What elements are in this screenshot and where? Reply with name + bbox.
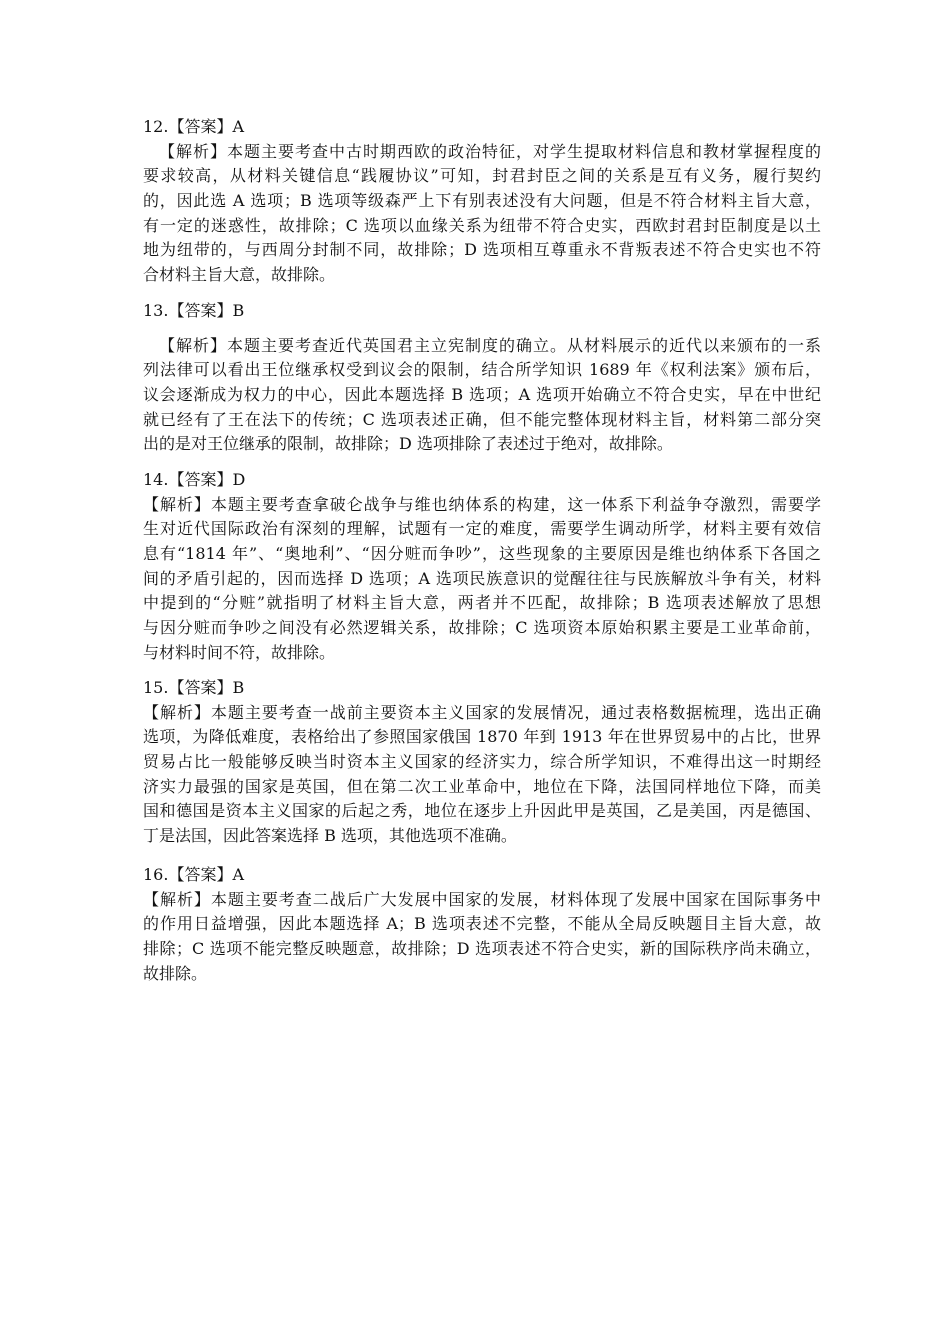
answer-heading: 13.【答案】B bbox=[143, 301, 245, 320]
analysis-line: 【解析】本题主要考查拿破仑战争与维也纳体系的构建，这一体系下利益争夺激烈，需要学 bbox=[143, 494, 821, 514]
answer-14 bbox=[143, 468, 821, 666]
analysis-line: 列法律可以看出王位继承权受到议会的限制，结合所学知识 1689 年《权利法案》颁布后， bbox=[143, 360, 821, 380]
analysis-line: 【解析】本题主要考查中古时期西欧的政治特征，对学生提取材料信息和教材掌握程度的 bbox=[159, 141, 821, 161]
analysis-line: 丁是法国，因此答案选择 B 选项，其他选项不准确。 bbox=[143, 826, 517, 846]
analysis-line: 国和德国是资本主义国家的后起之秀，地位在逐步上升因此甲是英国，乙是美国，丙是德国、 bbox=[143, 801, 821, 821]
analysis-line: 地为纽带的，与西周分封制不同，故排除；D 选项相互尊重永不背叛表述不符合史实也不符 bbox=[143, 240, 821, 260]
analysis-line: 生对近代国际政治有深刻的理解，试题有一定的难度，需要学生调动所学，材料主要有效信 bbox=[143, 519, 821, 539]
analysis-line: 与材料时间不符，故排除。 bbox=[143, 642, 336, 662]
analysis-line: 要求较高，从材料关键信息“践履协议”可知，封君封臣之间的关系是互有义务，履行契约 bbox=[143, 166, 821, 186]
analysis-line: 出的是对王位继承的限制，故排除；D 选项排除了表述过于绝对，故排除。 bbox=[143, 434, 673, 454]
analysis-line: 【解析】本题主要考查一战前主要资本主义国家的发展情况，通过表格数据梳理，选出正确 bbox=[143, 702, 821, 722]
answer-12 bbox=[143, 115, 821, 288]
analysis-line: 【解析】本题主要考查近代英国君主立宪制度的确立。从材料展示的近代以来颁布的一系 bbox=[159, 335, 821, 355]
analysis-line: 【解析】本题主要考查二战后广大发展中国家的发展，材料体现了发展中国家在国际事务中 bbox=[143, 889, 821, 909]
analysis-line: 故排除。 bbox=[143, 963, 208, 983]
answer-heading: 16.【答案】A bbox=[143, 865, 245, 884]
answer-16 bbox=[143, 863, 821, 986]
answer-heading: 15.【答案】B bbox=[143, 678, 245, 697]
analysis-line: 的作用日益增强，因此本题选择 A；B 选项表述不完整，不能从全局反映题目主旨大意，故 bbox=[143, 914, 821, 934]
analysis-line: 间的矛盾引起的，因而选择 D 选项；A 选项民族意识的觉醒往往与民族解放斗争有关，材料 bbox=[143, 568, 821, 588]
analysis-line: 济实力最强的国家是英国，但在第二次工业革命中，地位在下降，法国同样地位下降，而美 bbox=[143, 776, 821, 796]
analysis-line: 有一定的迷惑性，故排除；C 选项以血缘关系为纽带不符合史实，西欧封君封臣制度是以土 bbox=[143, 215, 821, 235]
analysis-line: 的，因此选 A 选项；B 选项等级森严上下有别表述没有大问题，但是不符合材料主旨大意， bbox=[143, 191, 821, 211]
analysis-line: 议会逐渐成为权力的中心，因此本题选择 B 选项；A 选项开始确立不符合史实，早在中世纪 bbox=[143, 385, 821, 405]
analysis-line: 选项，为降低难度，表格给出了参照国家俄国 1870 年到 1913 年在世界贸易中的占比，世界 bbox=[143, 727, 821, 747]
answer-heading: 14.【答案】D bbox=[143, 470, 246, 489]
analysis-line: 中提到的“分赃”就指明了材料主旨大意，两者并不匹配，故排除；B 选项表述解放了思想 bbox=[143, 593, 821, 613]
answer-15 bbox=[143, 676, 821, 849]
answer-13 bbox=[143, 299, 821, 457]
analysis-line: 排除；C 选项不能完整反映题意，故排除；D 选项表述不符合史实，新的国际秩序尚未确立， bbox=[143, 939, 821, 959]
analysis-line: 合材料主旨大意，故排除。 bbox=[143, 265, 336, 285]
analysis-line: 贸易占比一般能够反映当时资本主义国家的经济实力，综合所学知识，不难得出这一时期经 bbox=[143, 752, 821, 772]
answer-heading: 12.【答案】A bbox=[143, 117, 245, 136]
analysis-line: 息有“1814 年”、“奥地利”、“因分赃而争吵”，这些现象的主要原因是维也纳体系下各国之 bbox=[143, 544, 821, 564]
analysis-line: 与因分赃而争吵之间没有必然逻辑关系，故排除；C 选项资本原始积累主要是工业革命前， bbox=[143, 618, 821, 638]
analysis-line: 就已经有了王在法下的传统；C 选项表述正确，但不能完整体现材料主旨，材料第二部分突 bbox=[143, 409, 821, 429]
